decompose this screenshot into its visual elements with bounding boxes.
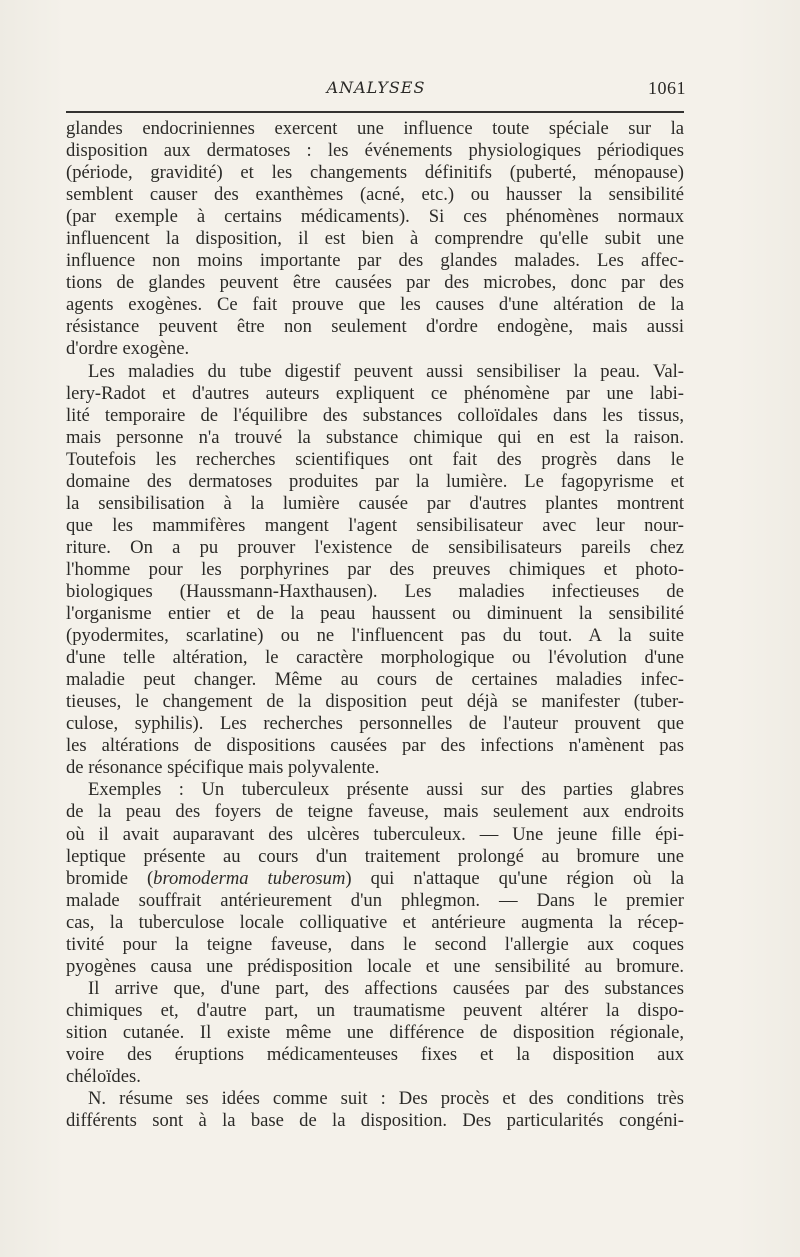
text-line: les altérations de dispositions causées par des infections n'amènent pas [66, 735, 684, 757]
text-line: Les maladies du tube digestif peuvent aussi sensibiliser la peau. Val- [88, 360, 684, 382]
text-line: où il avait auparavant des ulcères tuberculeux. — Une jeune fille épi- [66, 823, 684, 845]
text-line: tions de glandes peuvent être causées par des microbes, donc par des [66, 272, 684, 294]
text-segment: ) qui n'attaque qu'une région où la [345, 867, 684, 889]
text-line: pyogènes causa une prédisposition locale et une sensibilité au bromure. [66, 955, 684, 977]
text-line: sition cutanée. Il existe même une différence de disposition régionale, [66, 1021, 684, 1043]
text-line: tivité pour la teigne faveuse, dans le second l'allergie aux coques [66, 933, 684, 955]
text-line: influencent la disposition, il est bien à comprendre qu'elle subit une [66, 228, 684, 250]
text-line: (période, gravidité) et les changements définitifs (puberté, ménopause) [66, 162, 684, 184]
text-line: semblent causer des exanthèmes (acné, etc.) ou hausser la sensibilité [66, 184, 684, 206]
text-line: la sensibilisation à la lumière causée par d'autres plantes montrent [66, 492, 684, 514]
text-line: mais personne n'a trouvé la substance chimique qui en est la raison. [66, 426, 684, 448]
text-line: différents sont à la base de la disposition. Des particularités congéni- [66, 1110, 684, 1132]
text-line: influence non moins importante par des glandes malades. Les affec- [66, 250, 684, 272]
text-line: (pyodermites, scarlatine) ou ne l'influencent pas du tout. A la suite [66, 625, 684, 647]
text-line: de résonance spécifique mais polyvalente. [66, 757, 380, 779]
running-header [66, 78, 686, 104]
text-segment: bromide ( [66, 867, 154, 889]
text-line: biologiques (Haussmann-Haxthausen). Les maladies infectieuses de [66, 580, 684, 602]
text-line: domaine des dermatoses produites par la lumière. Le fagopyrisme et [66, 470, 684, 492]
body-text [66, 118, 684, 1132]
text-line: résistance peuvent être non seulement d'ordre endogène, mais aussi [66, 316, 684, 338]
text-line: malade souffrait antérieurement d'un phlegmon. — Dans le premier [66, 889, 684, 911]
text-line: d'une telle altération, le caractère morphologique ou l'évolution d'une [66, 647, 684, 669]
text-line: riture. On a pu prouver l'existence de sensibilisateurs pareils chez [66, 536, 684, 558]
text-line: Exemples : Un tuberculeux présente aussi sur des parties glabres [88, 779, 684, 801]
section-title: ANALYSES [326, 78, 426, 97]
text-line: maladie peut changer. Même au cours de certaines maladies infec- [66, 669, 684, 691]
text-line: que les mammifères mangent l'agent sensibilisateur avec leur nour- [66, 514, 684, 536]
text-line: Toutefois les recherches scientifiques ont fait des progrès dans le [66, 448, 684, 470]
text-line: chéloïdes. [66, 1066, 141, 1088]
text-line: tieuses, le changement de la disposition peut déjà se manifester (tuber- [66, 691, 684, 713]
text-line [66, 868, 684, 890]
text-line: l'organisme entier et de la peau haussent ou diminuent la sensibilité [66, 603, 684, 625]
text-line: l'homme pour les porphyrines par des preuves chimiques et photo- [66, 558, 684, 580]
text-line: de la peau des foyers de teigne faveuse, mais seulement aux endroits [66, 801, 684, 823]
text-line: cas, la tuberculose locale colliquative et antérieure augmenta la récep- [66, 911, 684, 933]
text-line: voire des éruptions médicamenteuses fixes et la disposition aux [66, 1043, 684, 1065]
header-rule [66, 111, 684, 113]
text-line: d'ordre exogène. [66, 338, 190, 360]
text-line: lery-Radot et d'autres auteurs expliquent ce phénomène par une labi- [66, 382, 684, 404]
text-line: disposition aux dermatoses : les événements physiologiques périodiques [66, 140, 684, 162]
text-line: (par exemple à certains médicaments). Si ces phénomènes normaux [66, 206, 684, 228]
text-line: leptique présente au cours d'un traitement prolongé au bromure une [66, 845, 684, 867]
italic-term: bromoderma tuberosum [153, 867, 346, 889]
text-line: glandes endocriniennes exercent une influence toute spéciale sur la [66, 118, 684, 139]
text-line: chimiques et, d'autre part, un traumatisme peuvent altérer la dispo- [66, 999, 684, 1021]
text-line: Il arrive que, d'une part, des affections causées par des substances [88, 977, 684, 999]
text-line: agents exogènes. Ce fait prouve que les causes d'une altération de la [66, 294, 684, 316]
text-line: lité temporaire de l'équilibre des substances colloïdales dans les tissus, [66, 404, 684, 426]
page-number: 1061 [648, 78, 686, 98]
text-line: N. résume ses idées comme suit : Des procès et des conditions très [88, 1088, 684, 1110]
text-line: culose, syphilis). Les recherches personnelles de l'auteur prouvent que [66, 713, 684, 735]
